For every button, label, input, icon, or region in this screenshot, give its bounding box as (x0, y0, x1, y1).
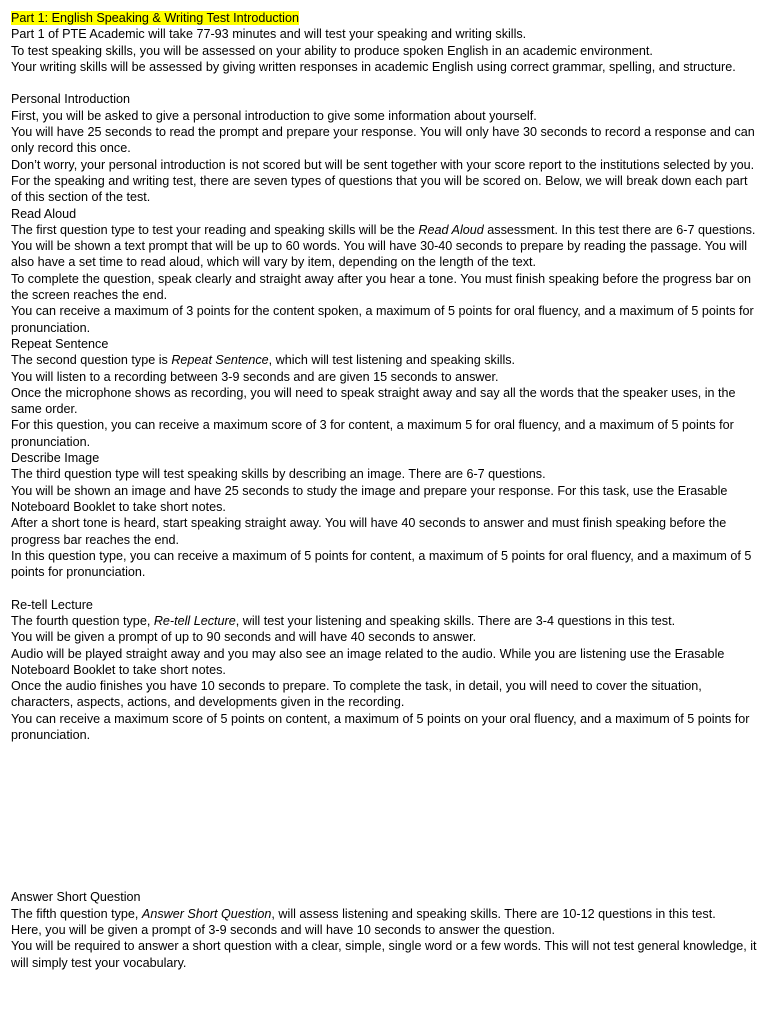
intro-line: Your writing skills will be assessed by giving written responses in academic English using correct grammar, spelling, and structure. (11, 59, 736, 74)
spacer (11, 580, 761, 596)
paragraph: The first question type to test your reading and speaking skills will be the Read Aloud assessment. In this test there are 6-7 questions. (11, 222, 756, 237)
paragraph: You can receive a maximum score of 5 points on content, a maximum of 5 points on your oral fluency, and a maximum of 5 points for pronunciation. (11, 711, 750, 743)
paragraph: You will be given a prompt of up to 90 seconds and will have 40 seconds to answer. (11, 630, 477, 645)
intro-line: To test speaking skills, you will be assessed on your ability to produce spoken English in an academic environment. (11, 43, 653, 58)
paragraph: For this question, you can receive a maximum score of 3 for content, a maximum 5 for oral fluency, and a maximum of 5 points for pronunciation. (11, 418, 734, 449)
section-heading-answer-short: Answer Short Question (11, 890, 141, 905)
spacer (11, 75, 761, 91)
spacer (11, 743, 761, 889)
paragraph: The fourth question type, Re-tell Lecture, will test your listening and speaking skills. There are 3-4 questions in this test. (11, 613, 676, 628)
intro-line: Part 1 of PTE Academic will take 77-93 minutes and will test your speaking and writing skills. (11, 27, 527, 42)
paragraph: To complete the question, speak clearly and straight away after you hear a tone. You must finish speaking before the progress bar on the screen reaches the end. (11, 271, 751, 303)
section-heading-describe-image: Describe Image (11, 451, 100, 466)
paragraph: You can receive a maximum of 3 points for the content spoken, a maximum of 5 points for oral fluency, and a maximum of 5 points for pronunciation. (11, 304, 754, 335)
page-title (11, 10, 761, 26)
paragraph: Once the audio finishes you have 10 seconds to prepare. To complete the task, in detail, you will need to cover the situation, characters, aspects, actions, and developments given in the recording. (11, 679, 702, 710)
section-heading-read-aloud: Read Aloud (11, 206, 77, 221)
paragraph: You will have 25 seconds to read the prompt and prepare your response. You will only have 30 seconds to record a response and can only record this once. (11, 125, 755, 156)
document-body (11, 10, 761, 971)
section-heading-repeat-sentence: Repeat Sentence (11, 336, 109, 351)
paragraph: Audio will be played straight away and you may also see an image related to the audio. While you are listening use the Erasable Noteboard Booklet to take short notes. (11, 646, 725, 677)
paragraph: First, you will be asked to give a personal introduction to give some information about yourself. (11, 108, 537, 123)
paragraph: Once the microphone shows as recording, you will need to speak straight away and say all the words that the speaker uses, in the same order. (11, 385, 736, 417)
paragraph: After a short tone is heard, start speaking straight away. You will have 40 seconds to answer and must finish speaking before the progress bar reaches the end. (11, 516, 727, 547)
paragraph: Here, you will be given a prompt of 3-9 seconds and will have 10 seconds to answer the question. (11, 922, 555, 937)
paragraph: Don’t worry, your personal introduction is not scored but will be sent together with your score report to the institutions selected by you. (11, 157, 755, 172)
section-heading-personal: Personal Introduction (11, 92, 131, 107)
paragraph: You will listen to a recording between 3-9 seconds and are given 15 seconds to answer. (11, 369, 499, 384)
paragraph: In this question type, you can receive a maximum of 5 points for content, a maximum of 5 points for oral fluency, and a maximum of 5 points for pronunciation. (11, 548, 752, 580)
paragraph: For the speaking and writing test, there are seven types of questions that you will be scored on. Below, we will break down each part of this section of the test. (11, 173, 748, 205)
paragraph: You will be shown a text prompt that will be up to 60 words. You will have 30-40 seconds to prepare by reading the passage. You will also have a set time to read aloud, which will vary by item, depending on the length of the text. (11, 239, 748, 270)
paragraph: The second question type is Repeat Sentence, which will test listening and speaking skills. (11, 353, 516, 368)
paragraph: You will be shown an image and have 25 seconds to study the image and prepare your response. For this task, use the Erasable Noteboard Booklet to take short notes. (11, 483, 728, 514)
paragraph: The fifth question type, Answer Short Question, will assess listening and speaking skills. There are 10-12 questions in this test. (11, 906, 716, 921)
section-heading-retell-lecture: Re-tell Lecture (11, 597, 93, 612)
paragraph: The third question type will test speaking skills by describing an image. There are 6-7 questions. (11, 467, 546, 482)
paragraph: You will be required to answer a short question with a clear, simple, single word or a few words. This will not test general knowledge, it will simply test your vocabulary. (11, 939, 757, 970)
title-highlight: Part 1: English Speaking & Writing Test Introduction (11, 11, 299, 25)
